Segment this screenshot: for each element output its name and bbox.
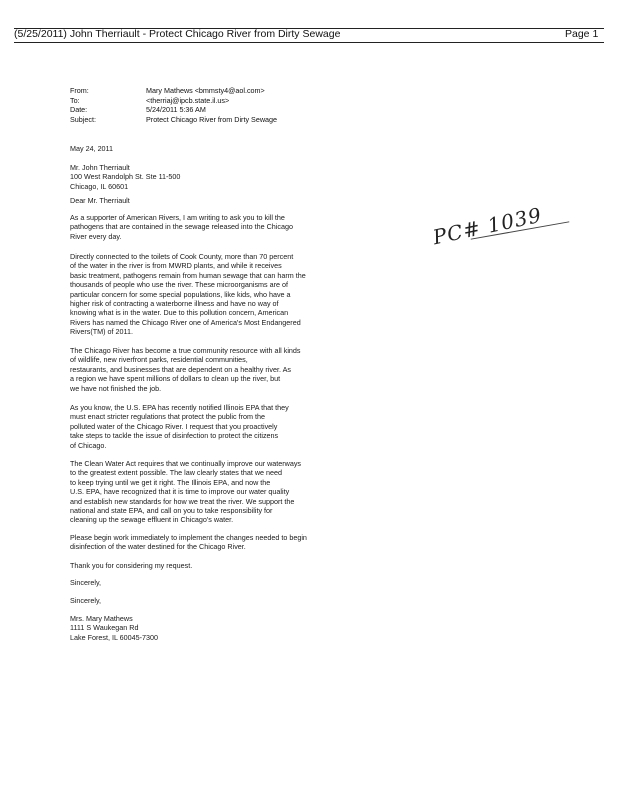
from-value: Mary Mathews <bmmsty4@aol.com>: [146, 86, 265, 95]
address-line: Chicago, IL 60601: [70, 181, 129, 191]
subject-value: Protect Chicago River from Dirty Sewage: [146, 114, 278, 124]
paragraph-4: [70, 403, 340, 450]
paragraph-line: restaurants, and businesses that are dependent on a healthy river. As: [70, 364, 291, 374]
paragraph-line: pathogens that are contained in the sewage released into the Chicago: [70, 222, 293, 232]
salutation-text: Dear Mr. Therriault: [70, 196, 130, 205]
paragraph-3: [70, 346, 340, 393]
paragraph-line: of wildlife, new riverfront parks, residential communities,: [70, 355, 248, 365]
from-row: [70, 86, 277, 96]
paragraph-line: higher risk of contracting a waterborne illness and have no way of: [70, 299, 279, 309]
paragraph-line: cleaning up the sewage effluent in Chicago's water.: [70, 515, 234, 525]
paragraph-line: a region we have spent millions of dollars to clean up the river, but: [70, 374, 281, 384]
letter-date: [70, 144, 340, 153]
subject-row: [70, 115, 277, 125]
address-line: Mr. John Therriault: [70, 163, 130, 172]
to-row: [70, 96, 277, 106]
to-label: To:: [70, 95, 80, 105]
paragraph-line: particular concern for some special populations, like kids, who have a: [70, 289, 291, 299]
from-label: From:: [70, 86, 89, 95]
paragraph-line: Rivers has named the Chicago River one of America's Most Endangered: [70, 317, 301, 327]
page-number: Page 1: [565, 28, 599, 40]
paragraph-line: of Chicago.: [70, 440, 107, 450]
address-line: 100 West Randolph St. Ste 11-500: [70, 172, 181, 182]
closing-text: Sincerely,: [70, 578, 102, 587]
paragraph-line: Rivers(TM) of 2011.: [70, 327, 133, 337]
salutation: [70, 196, 340, 205]
paragraph-line: Directly connected to the toilets of Cook County, more than 70 percent: [70, 252, 294, 261]
recipient-address: [70, 163, 340, 191]
to-value: <therriaj@ipcb.state.il.us>: [146, 95, 230, 105]
paragraph-1: [70, 213, 340, 241]
paragraph-line: U.S. EPA, have recognized that it is time to improve our water quality: [70, 487, 290, 497]
paragraph-line: polluted water of the Chicago River. I request that you proactively: [70, 421, 278, 431]
paragraph-line: disinfection of the water destined for the Chicago River.: [70, 542, 246, 552]
paragraph-line: of the water in the river is from MWRD plants, and while it receives: [70, 261, 282, 271]
paragraph-line: take steps to tackle the issue of disinfection to protect the citizens: [70, 431, 279, 441]
paragraph-line: As you know, the U.S. EPA has recently notified Illinois EPA that they: [70, 403, 289, 412]
paragraph-line: national and state EPA, and call on you to take responsibility for: [70, 506, 273, 516]
email-metadata: [70, 86, 277, 124]
sender-signature: [70, 614, 340, 642]
date-label: Date:: [70, 105, 88, 114]
paragraph-line: knowing what is in the water. Due to this pollution concern, American: [70, 308, 289, 318]
paragraph-line: Thank you for considering my request.: [70, 561, 193, 570]
paragraph-line: to the greatest extent possible. The law clearly states that we need: [70, 468, 283, 478]
closing-text: Sincerely,: [70, 596, 102, 605]
paragraph-line: River every day.: [70, 231, 122, 241]
paragraph-line: to keep trying until we get it right. The Illinois EPA, and now the: [70, 477, 271, 487]
signature-line: 1111 S Waukegan Rd: [70, 623, 139, 633]
closing-2: [70, 596, 340, 605]
paragraph-7: [70, 561, 340, 570]
paragraph-6: [70, 533, 340, 552]
signature-line: Lake Forest, IL 60045-7300: [70, 632, 159, 642]
date-row: [70, 105, 277, 115]
paragraph-line: The Chicago River has become a true community resource with all kinds: [70, 346, 301, 355]
paragraph-line: As a supporter of American Rivers, I am writing to ask you to kill the: [70, 213, 285, 222]
handwritten-note: PC# 1039: [430, 202, 545, 250]
document-title: (5/25/2011) John Therriault - Protect Chicago River from Dirty Sewage: [14, 28, 341, 40]
paragraph-line: Please begin work immediately to implement the changes needed to begin: [70, 533, 307, 542]
closing-1: [70, 578, 340, 587]
paragraph-line: The Clean Water Act requires that we continually improve our waterways: [70, 459, 302, 468]
paragraph-line: basic treatment, pathogens remain from human sewage that can harm the: [70, 270, 306, 280]
date-value: 5/24/2011 5:36 AM: [146, 105, 206, 114]
subject-label: Subject:: [70, 114, 96, 124]
paragraph-line: and establish new standards for how we treat the river. We support the: [70, 496, 295, 506]
paragraph-2: [70, 252, 340, 337]
signature-line: Mrs. Mary Mathews: [70, 614, 133, 623]
paragraph-line: we have not finished the job.: [70, 383, 162, 393]
paragraph-line: thousands of people who use the river. These microorganisms are of: [70, 280, 289, 290]
letter-date-text: May 24, 2011: [70, 144, 114, 153]
paragraph-line: must enact stricter regulations that protect the public from the: [70, 412, 265, 422]
paragraph-5: [70, 459, 340, 525]
